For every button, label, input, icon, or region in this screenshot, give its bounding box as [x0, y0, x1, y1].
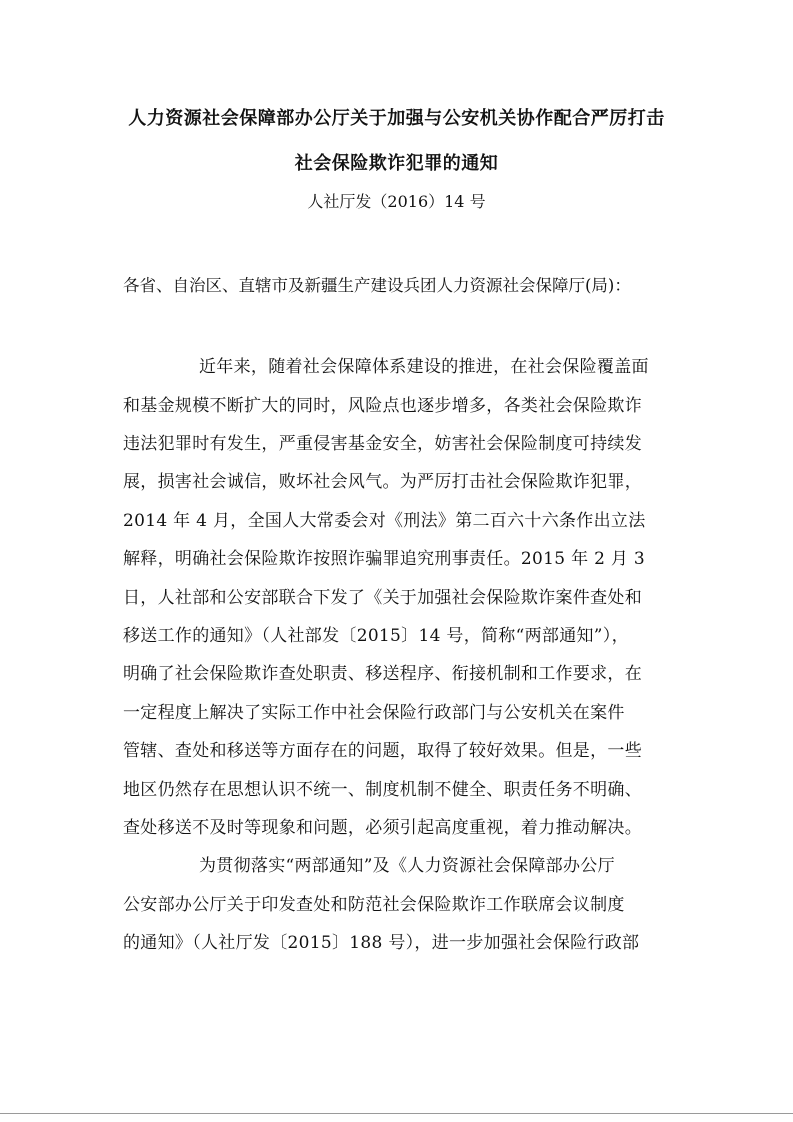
body-line: 公安部办公厅关于印发查处和防范社会保险欺诈工作联席会议制度: [123, 895, 625, 915]
body-line: 一定程度上解决了实际工作中社会保险行政部门与公安机关在案件: [123, 703, 625, 723]
body-line: 为贯彻落实“两部通知”及《人力资源社会保障部办公厅: [199, 856, 615, 876]
body-line: 和基金规模不断扩大的同时，风险点也逐步增多，各类社会保险欺诈: [123, 396, 642, 416]
body-line: 明确了社会保险欺诈查处职责、移送程序、衔接机制和工作要求，在: [123, 664, 642, 684]
body-line: 2014 年 4 月，全国人大常委会对《刑法》第二百六十六条作出立法: [123, 511, 646, 531]
body-line: 违法犯罪时有发生，严重侵害基金安全，妨害社会保险制度可持续发: [123, 434, 642, 454]
document-title-line-1: 人力资源社会保障部办公厅关于加强与公安机关协作配合严厉打击: [128, 108, 665, 129]
page-bottom-divider: [0, 1113, 793, 1114]
body-line: 解释，明确社会保险欺诈按照诈骗罪追究刑事责任。2015 年 2 月 3: [123, 549, 646, 569]
body-line: 移送工作的通知》（人社部发〔2015〕14 号，简称“两部通知”），: [123, 626, 629, 646]
document-title-line-2: 社会保险欺诈犯罪的通知: [294, 153, 499, 174]
body-line: 近年来，随着社会保障体系建设的推进，在社会保险覆盖面: [199, 357, 649, 377]
body-line: 日，人社部和公安部联合下发了《关于加强社会保险欺诈案件查处和: [123, 588, 642, 608]
body-line: 地区仍然存在思想认识不统一、制度机制不健全、职责任务不明确、: [123, 780, 642, 800]
body-line: 的通知》（人社厅发〔2015〕188 号），进一步加强社会保险行政部: [123, 933, 640, 953]
body-line: 查处移送不及时等现象和问题，必须引起高度重视，着力推动解决。: [123, 818, 642, 838]
document-number: 人社厅发（2016）14 号: [307, 192, 486, 211]
body-line: 展，损害社会诚信，败坏社会风气。为严厉打击社会保险欺诈犯罪，: [123, 472, 642, 492]
body-line: 管辖、查处和移送等方面存在的问题，取得了较好效果。但是，一些: [123, 741, 642, 761]
addressee-line: 各省、自治区、直辖市及新疆生产建设兵团人力资源社会保障厅(局)：: [123, 276, 631, 295]
